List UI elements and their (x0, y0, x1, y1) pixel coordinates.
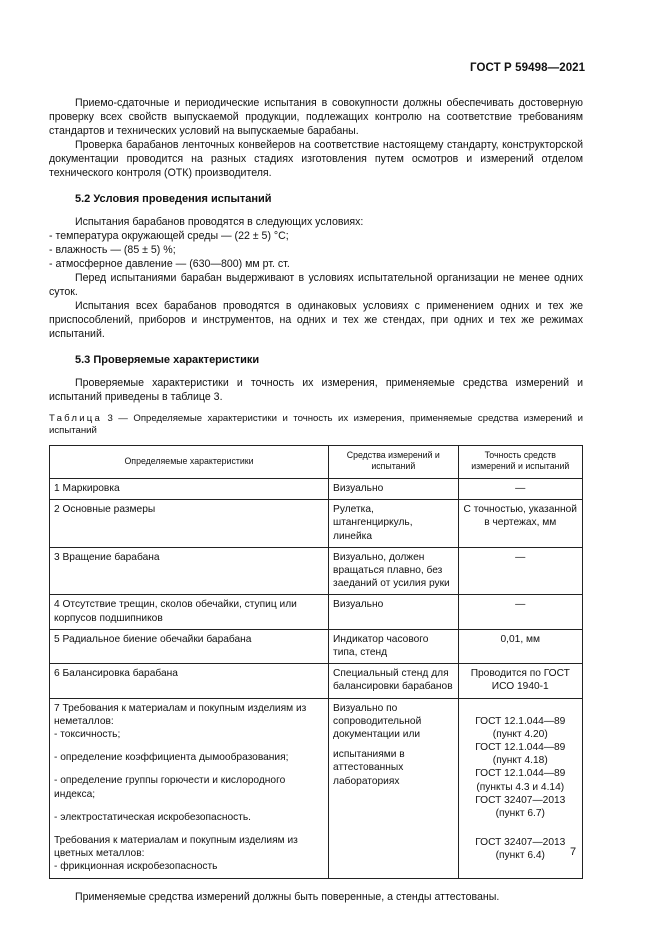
conditions-hold-paragraph: Перед испытаниями барабан выдерживают в условиях испытательной организации не менее одних суток. (49, 272, 583, 298)
intro-paragraph-1: Приемо-сдаточные и периодические испытания в совокупности должны обеспечивать достоверную проверку всех свойств выпускаемой продукции, подлежащих контролю на соответствие требованиям стандартов и технических условий на выпускаемые барабаны. (49, 97, 583, 137)
cell-accuracy: Проводится по ГОСТ ИСО 1940-1 (458, 664, 582, 698)
table-row (50, 500, 583, 548)
cell-accuracy: С точностью, указанной в чертежах, мм (458, 500, 582, 548)
condition-item-pressure: - атмосферное давление — (630—800) мм рт. ст. (49, 258, 290, 270)
accuracy-friction-item: (пункт 6.4) (495, 850, 545, 862)
closing-paragraph: Применяемые средства измерений должны быть поверенные, а стенды аттестованы. (75, 890, 500, 903)
page-number: 7 (570, 846, 577, 858)
accuracy-electrostatic-standard: ГОСТ 32407—2013 (475, 794, 566, 806)
cell-accuracy: 0,01, мм (458, 629, 582, 663)
cell-characteristic: 5 Радиальное биение обечайки барабана (50, 629, 329, 663)
cell-characteristic: 4 Отсутствие трещин, сколов обечайки, ступиц или корпусов подшипников (50, 595, 329, 629)
section-5-3-title: 5.3 Проверяемые характеристики (75, 354, 260, 366)
cell-means-materials (329, 698, 458, 878)
materials-intro: 7 Требования к материалам и покупным изделиям из неметаллов: (54, 702, 307, 727)
cell-accuracy-materials (458, 698, 582, 878)
table-caption-label: Таблица (49, 413, 103, 424)
table-row (50, 479, 583, 500)
accuracy-smoke-item: (пункт 4.18) (492, 755, 548, 767)
table-3-caption (49, 413, 583, 437)
table-caption-text: 3 — Определяемые характеристики и точность их измерения, применяемые средства измерений и испытаний (49, 413, 583, 436)
accuracy-friction-standard: ГОСТ 32407—2013 (475, 837, 566, 849)
table-header-row (50, 446, 583, 479)
cell-means: Индикатор часового типа, стенд (329, 629, 458, 663)
means-documentation: Визуально по сопроводительной документации или (333, 702, 422, 741)
accuracy-electrostatic-item: (пункт 6.7) (495, 808, 545, 820)
materials-smoke: - определение коэффициента дымообразования; (54, 752, 289, 764)
accuracy-toxicity-item: (пункт 4.20) (492, 728, 548, 740)
materials-toxicity: - токсичность; (54, 729, 121, 741)
cell-characteristic: 6 Балансировка барабана (50, 664, 329, 698)
conditions-lead: Испытания барабанов проводятся в следующих условиях: (75, 216, 364, 228)
section-5-2-title: 5.2 Условия проведения испытаний (75, 193, 272, 205)
cell-accuracy: — (458, 479, 582, 500)
cell-characteristic: 2 Основные размеры (50, 500, 329, 548)
accuracy-smoke-standard: ГОСТ 12.1.044—89 (475, 742, 566, 754)
table-row (50, 547, 583, 595)
header-accuracy: Точность средств измерений и испытаний (458, 446, 582, 479)
cell-characteristic: 1 Маркировка (50, 479, 329, 500)
section-5-3-paragraph: Проверяемые характеристики и точность их измерения, применяемые средства измерений и испытаний приведены в таблице 3. (49, 377, 583, 403)
materials-nonferrous: Требования к материалам и покупным изделиям из цветных металлов: (54, 835, 298, 860)
materials-friction: - фрикционная искробезопасность (54, 861, 218, 873)
table-row (50, 595, 583, 629)
cell-means: Визуально (329, 479, 458, 500)
cell-means: Визуально, должен вращаться плавно, без заеданий от усилия руки (329, 547, 458, 595)
materials-electrostatic: - электростатическая искробезопасность. (54, 811, 252, 823)
document-code: ГОСТ Р 59498—2021 (470, 62, 586, 74)
cell-accuracy: — (458, 547, 582, 595)
table-row (50, 629, 583, 663)
cell-means: Рулетка, штангенциркуль, линейка (329, 500, 458, 548)
condition-item-temperature: - температура окружающей среды — (22 ± 5) °С; (49, 230, 289, 242)
cell-means: Визуально (329, 595, 458, 629)
cell-characteristic-materials (50, 698, 329, 878)
conditions-same-paragraph: Испытания всех барабанов проводятся в одинаковых условиях с применением одних и тех же приспособлений, приборов и инструментов, на одних и тех же стендах, при одних и тех же режимах испытаний. (49, 300, 583, 340)
accuracy-flammability-standard: ГОСТ 12.1.044—89 (475, 768, 566, 780)
means-laboratories: испытаниями в аттестованных лабораториях (333, 749, 405, 787)
condition-item-humidity: - влажность — (85 ± 5) %; (49, 244, 176, 256)
intro-paragraph-2: Проверка барабанов ленточных конвейеров на соответствие настоящему стандарту, конструкторской документации проводится на разных стадиях изготовления путем осмотров и измерений отделом технического контроля (ОТК) производителя. (49, 139, 583, 179)
header-characteristics: Определяемые характеристики (50, 446, 329, 479)
cell-means: Специальный стенд для балансировки барабанов (329, 664, 458, 698)
page-body (49, 96, 583, 904)
cell-accuracy: — (458, 595, 582, 629)
table-row (50, 664, 583, 698)
table-3 (49, 445, 583, 879)
table-row-materials (50, 698, 583, 878)
header-means: Средства измерений и испытаний (329, 446, 458, 479)
accuracy-flammability-item: (пункты 4.3 и 4.14) (476, 781, 565, 793)
materials-flammability: - определение группы горючести и кислородного индекса; (54, 775, 286, 800)
cell-characteristic: 3 Вращение барабана (50, 547, 329, 595)
accuracy-toxicity-standard: ГОСТ 12.1.044—89 (475, 715, 566, 727)
